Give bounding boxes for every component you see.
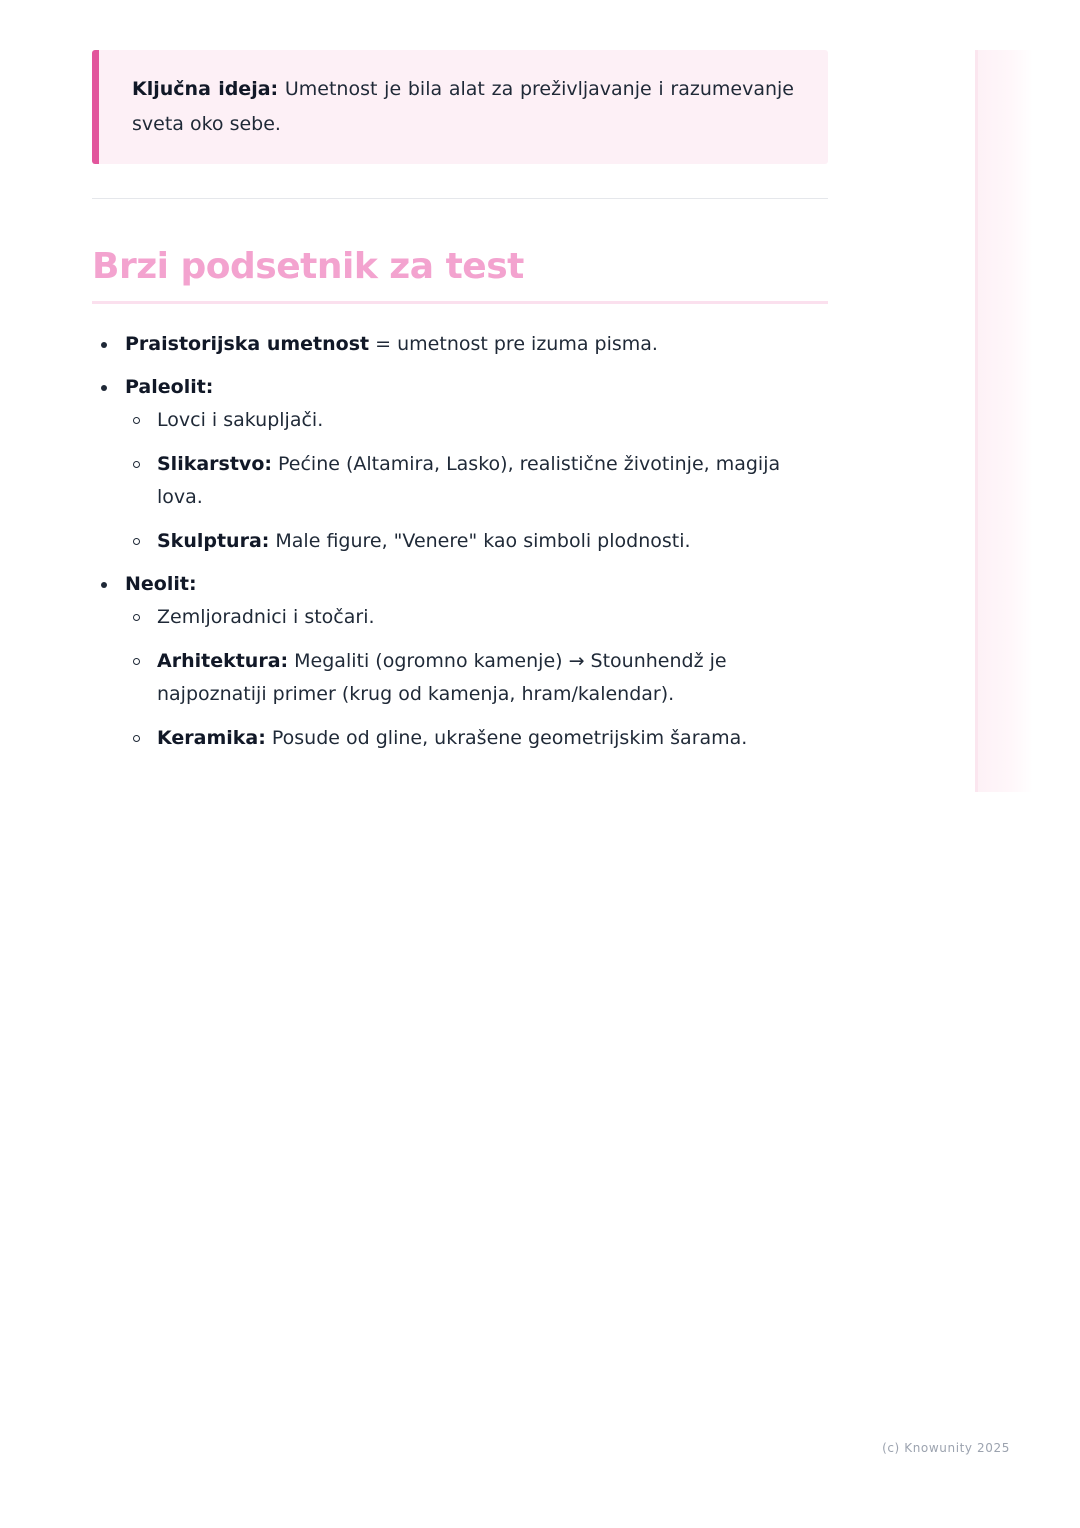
key-idea-paragraph — [132, 72, 794, 142]
divider — [92, 198, 828, 199]
list-item-text: = umetnost pre izuma pisma. — [369, 333, 658, 355]
list-item-paleolit — [92, 371, 828, 558]
list-item-bold: Neolit: — [125, 573, 197, 595]
sublist-neolit — [125, 601, 828, 755]
summary-list — [92, 328, 828, 755]
list-item-praistorijska — [92, 328, 828, 361]
list-item-neolit — [92, 568, 828, 755]
sublist-item-text: Lovci i sakupljači. — [157, 409, 324, 431]
page-content — [92, 50, 828, 765]
sublist-item-bold: Slikarstvo: — [157, 453, 272, 475]
title-underline — [92, 301, 828, 304]
circle-bullet-icon — [133, 417, 140, 424]
sublist-item — [125, 525, 828, 558]
sublist-item — [125, 722, 828, 755]
key-idea-text: Umetnost je bila alat za preživljavanje i razumevanje sveta oko sebe. — [132, 78, 794, 135]
sublist-item-bold: Arhitektura: — [157, 650, 289, 672]
bullet-icon — [101, 342, 107, 348]
list-item-bold: Paleolit: — [125, 376, 214, 398]
sublist-item-text: Zemljoradnici i stočari. — [157, 606, 375, 628]
key-idea-callout — [92, 50, 828, 164]
key-idea-label: Ključna ideja: — [132, 78, 279, 100]
circle-bullet-icon — [133, 658, 140, 665]
sublist-item — [125, 645, 828, 711]
circle-bullet-icon — [133, 614, 140, 621]
circle-bullet-icon — [133, 538, 140, 545]
sublist-item-bold: Skulptura: — [157, 530, 270, 552]
sublist-item-text: Pećine (Altamira, Lasko), realistične životinje, magija lova. — [157, 453, 781, 508]
circle-bullet-icon — [133, 735, 140, 742]
sublist-item-text: Male figure, "Venere" kao simboli plodnosti. — [269, 530, 691, 552]
sublist-item — [125, 601, 828, 634]
sublist-item — [125, 448, 828, 514]
sublist-item-bold: Keramika: — [157, 727, 266, 749]
section-title: Brzi podsetnik za test — [92, 246, 524, 287]
circle-bullet-icon — [133, 461, 140, 468]
sublist-item-text: Megaliti (ogromno kamenje) → Stounhendž je najpoznatiji primer (krug od kamenja, hram/kalendar). — [157, 650, 727, 705]
sublist-item — [125, 404, 828, 437]
sublist-paleolit — [125, 404, 828, 558]
bullet-icon — [101, 582, 107, 588]
bullet-icon — [101, 385, 107, 391]
list-item-bold: Praistorijska umetnost — [125, 333, 370, 355]
footer-copyright: (c) Knowunity 2025 — [882, 1441, 1010, 1455]
sublist-item-text: Posude od gline, ukrašene geometrijskim šarama. — [265, 727, 748, 749]
side-decoration — [975, 50, 1033, 792]
